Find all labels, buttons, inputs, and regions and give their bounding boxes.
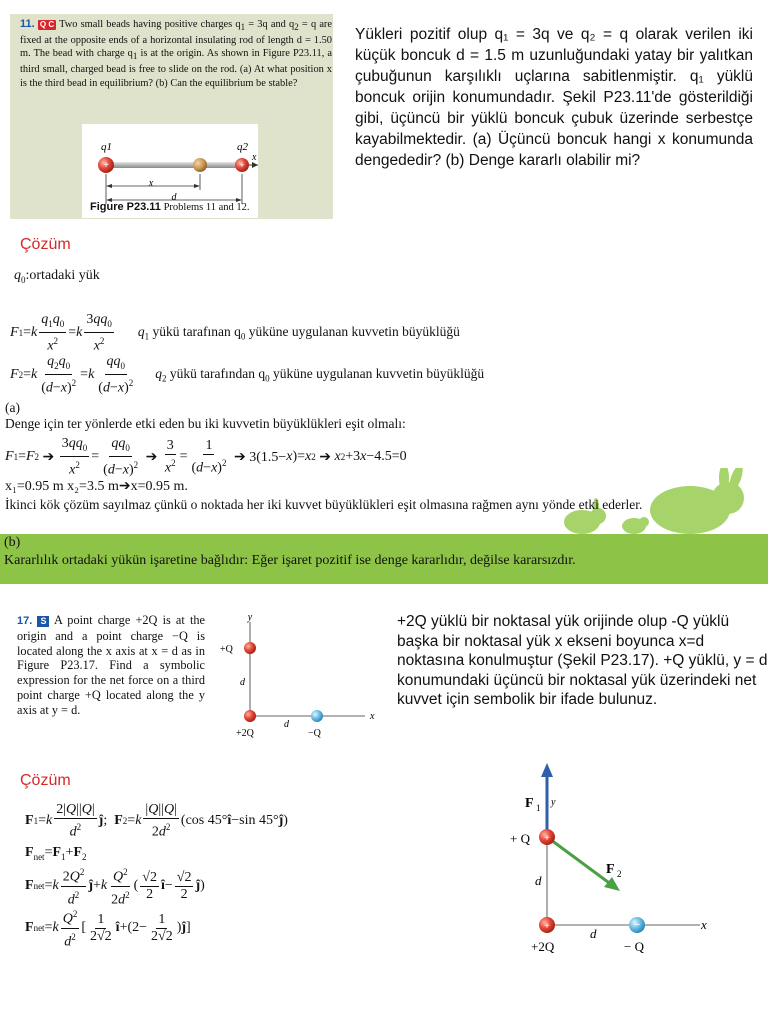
label-d-vertical: d	[240, 677, 245, 688]
label-y: y	[247, 612, 253, 623]
charge-plus-2q	[244, 710, 256, 722]
problem-11-text-1: Two small beads having positive charges q	[59, 19, 241, 30]
bead-middle	[193, 158, 207, 172]
d-dim-label: d	[171, 192, 177, 203]
equilibrium-condition: Denge için ter yönlerde etki eden bu iki kuvvetin büyüklükleri eşit olmalı:	[5, 416, 406, 431]
x-dim-label: x	[148, 178, 154, 189]
figure-caption	[90, 201, 250, 213]
svg-text:+: +	[544, 833, 550, 844]
part-b-block	[4, 534, 764, 570]
f2-arrow	[547, 837, 612, 885]
f1-equation: F 1 = k $\frac{q_1q_0}{x^2}$ = k $\frac{3qq_0}{x^2}$ $q_1$ yükü tarafınan $q_0$ yüküne uygulanan kuvvetin büyüklüğü	[10, 312, 460, 354]
solution-heading-2: Çözüm	[20, 772, 71, 789]
fnet-final-line: F net = k $\frac{Q^2}{d^2}$ [ $\frac{1}{2√2}$ î +(2− $\frac{1}{2√2}$ ) ĵ ]	[25, 906, 191, 950]
f2-description: yükü tarafından q	[169, 366, 266, 382]
q0-definition: $q_0:ortadaki$ yük	[14, 268, 100, 285]
fnet-sum-line: $F_{net}=F_1+F_2$	[25, 845, 87, 862]
f1-description: yükü tarafınan q	[152, 324, 241, 340]
svg-text:+: +	[239, 160, 245, 170]
qc-badge: Q C	[39, 20, 55, 29]
label-d-horizontal-2: d	[590, 926, 597, 941]
charge-minus-q	[311, 710, 323, 722]
svg-text:+: +	[544, 921, 550, 932]
svg-text:+: +	[103, 160, 109, 171]
caption-bold: Figure P23.11	[90, 201, 161, 213]
problem-11-text-3: = q are fixed at the opposite ends of a horizontal insulating rod of length d = 1.50 m. The bead with charge q	[20, 19, 333, 60]
caption-rest: Problems 11 and 12.	[163, 202, 250, 213]
solution-heading-1: Çözüm	[20, 236, 71, 253]
part-b-text: Kararlılık ortadaki yükün işaretine bağlıdır: Eğer işaret pozitif ise denge kararlıdır, değilse kararsızdır.	[4, 553, 576, 568]
label-d-vertical-2: d	[535, 873, 542, 888]
label-d-horizontal: d	[284, 719, 289, 730]
part-a-label: (a)	[5, 400, 20, 415]
label-x-axis: x	[252, 152, 257, 163]
f1-description-2: yüküne uygulanan kuvvetin büyüklüğü	[248, 324, 460, 340]
svg-text:1: 1	[536, 803, 541, 813]
label-plus-q: +Q	[220, 644, 233, 655]
svg-text:2: 2	[617, 869, 622, 879]
label-plus-2q: +2Q	[236, 728, 254, 739]
s-badge: S	[37, 616, 49, 627]
problem-11-box	[10, 14, 333, 219]
problem-number: 11.	[20, 18, 35, 30]
f1-f2-vector-line: F 1 = k $\frac{2|Q||Q|}{d^2}$ ĵ ; F 2 = k $\frac{|Q||Q|}{2d^2}$ (cos 45° î −sin 45° ĵ )	[25, 802, 288, 840]
problem-17-number: 17.	[17, 615, 33, 627]
svg-text:−: −	[633, 919, 641, 931]
q0-symbol: q	[14, 268, 21, 283]
problem-17-body: A point charge +2Q is at the origin and a point charge −Q is located along the x axis at x = d as in Figure P23.17. Find a symbolic expression for the net force on a third point charge +Q located along the y axis at y = d.	[17, 613, 205, 717]
charge-plus-q	[244, 642, 256, 654]
problem-11-text: 11. Q C Two small beads having positive charges $q_1 = 3q$ and $q_2 = q$ are fixed at the opposite ends of a horizontal insulating rod of length d = 1.50 m. The bead with charge $q_1$ is at the origin. As shown in Figure P23.11, a third small, charged bead is free to slide on the rod. (a) At what position x is the third bead in equilibrium? (b) Can the equilibrium be stable?	[20, 18, 333, 89]
figure-p23-17	[210, 612, 380, 742]
part-b-label: (b)	[4, 535, 21, 550]
problem-11-text-4: is at the origin. As shown in Figure P23.11, a third small, charged bead is free to slide on the rod. (a) At what position x is the third bead in equilibrium? (b) Can the equilibrium be stable?	[20, 48, 333, 89]
second-root-note: İkinci kök çözüm sayılmaz çünkü o noktada her iki kuvvet büyüklükleri eşit olmasına rağmen aynı yönde etki ederler.	[5, 497, 643, 512]
q0-description: :ortadaki yük	[25, 268, 100, 283]
problem-11-text-2: = 3q and q	[248, 19, 295, 30]
label-x-2: x	[701, 917, 707, 932]
label-minus-q: −Q	[308, 728, 321, 739]
turkish-problem-statement-2: +2Q yüklü bir noktasal yük orijinde olup -Q yüklü başka bir noktasal yük x ekseni boyunca x=d noktasına konulmuştur (Şekil P23.17). +Q yüklü, y = d konumundaki üçüncü bir noktasal yük üzerindeki net kuvvet için sembolik bir ifade bulunuz.	[397, 613, 768, 708]
label-y-2: y	[551, 797, 556, 808]
label-q2: q2	[237, 141, 248, 153]
roots-line: x₁=0.95 m x₂=3.5 m➔x=0.95 m.	[5, 479, 188, 494]
label-f1: F	[525, 796, 534, 811]
turkish-problem-statement-1: Yükleri pozitif olup q₁ = 3q ve q₂ = q olarak verilen iki küçük boncuk d = 1.5 m uzunluğundaki yatay bir yalıtkan çubuğunun karşılıklı uçlarına sabitlenmiştir. q₁ yüklü boncuk orijin konumundadır. Şekil P23.11'de gösterildiği gibi, üçüncü bir yüklü boncuk çubuk üzerinde serbestçe kayabilmektedir. (a) Üçüncü boncuk hangi x konumunda dengededir? (b) Denge kararlı olabilir mi?	[355, 26, 753, 169]
equality-chain: F 1 = F 2 ➔ $\frac{3qq_0}{x^2}$ = $\frac{qq_0}{(d-x)^2}$ ➔ $\frac{3}{x^2}$ = $\frac{1}{(d-x)^2}$ ➔ 3(1.5− x )= x 2 ➔ x 2 +3 x −4.5=0	[5, 436, 407, 478]
rod	[104, 162, 244, 168]
fnet-expanded-line: F net = k $\frac{2Q^2}{d^2}$ ĵ + k $\frac{Q^2}{2d^2}$ ( $\frac{√2}{2}$ î − $\frac{√2}{2}$ ĵ )	[25, 864, 205, 908]
f2-description-2: yüküne uygulanan kuvvetin büyüklüğü	[272, 366, 485, 382]
label-f2: F	[606, 862, 615, 877]
label-q1: q1	[101, 141, 112, 153]
f2-equation: F 2 = k $\frac{q_2q_0}{(d-x)^2}$ = k $\frac{qq_0}{(d-x)^2}$ $q_2$ yükü tarafından $q_0$ yüküne uygulanan kuvvetin büyüklüğü	[10, 354, 485, 396]
solution-2-figure	[500, 755, 730, 965]
problem-17-text	[17, 613, 205, 718]
label-plus-2q-2: +2Q	[531, 939, 555, 954]
label-x: x	[370, 711, 375, 722]
label-plus-q-2: + Q	[510, 831, 530, 846]
label-minus-q-2: − Q	[624, 939, 644, 954]
